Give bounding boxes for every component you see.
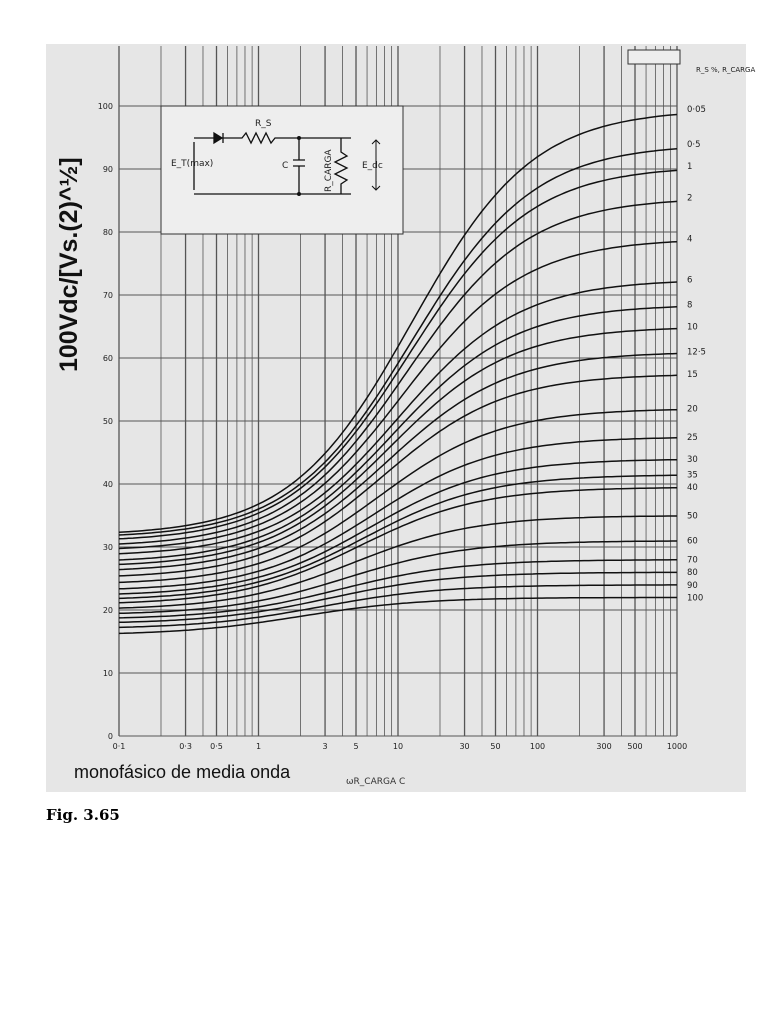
legend-header-box <box>628 50 680 64</box>
series-label: 12·5 <box>687 347 706 358</box>
chart-subtitle: monofásico de media onda <box>74 762 291 782</box>
chart <box>46 44 756 792</box>
x-axis-label: ωR_CARGA C <box>346 777 406 787</box>
circuit-inset <box>161 106 403 234</box>
series-label: 35 <box>687 470 698 481</box>
load-label: R_CARGA <box>324 149 334 192</box>
y-axis-label: 100Vdc/[Vs.(2)^½] <box>55 157 83 372</box>
x-tick-label: 3 <box>322 742 328 751</box>
series-label: 0·05 <box>687 105 706 116</box>
series-label: 100 <box>687 593 704 604</box>
figure-panel <box>46 44 756 792</box>
y-tick-label: 40 <box>102 480 113 489</box>
series-label: 6 <box>687 275 693 286</box>
x-tick-label: 300 <box>596 742 612 751</box>
edc-label: E_dc <box>362 161 383 171</box>
series-label: 4 <box>687 234 693 245</box>
series-label: 60 <box>687 536 698 547</box>
x-tick-label: 100 <box>529 742 546 751</box>
x-tick-label: 30 <box>459 742 470 751</box>
series-label: 1 <box>687 161 693 172</box>
series-labels <box>687 105 706 603</box>
y-tick-label: 60 <box>102 354 113 363</box>
series-label: 50 <box>687 511 698 522</box>
series-label: 25 <box>687 432 698 443</box>
x-tick-label: 1000 <box>666 742 688 751</box>
y-tick-label: 70 <box>102 291 113 300</box>
x-tick-labels <box>113 742 688 751</box>
y-tick-label: 10 <box>102 669 113 678</box>
y-tick-label: 0 <box>107 732 113 741</box>
series-label: 20 <box>687 404 698 415</box>
y-tick-label: 50 <box>102 417 113 426</box>
legend-title: R_S %, R_CARGA <box>696 66 756 74</box>
x-tick-label: 50 <box>490 742 501 751</box>
x-tick-label: 10 <box>392 742 404 751</box>
series-label: 90 <box>687 580 698 591</box>
x-tick-label: 0·5 <box>210 742 223 751</box>
x-tick-label: 500 <box>627 742 643 751</box>
x-tick-label: 0·1 <box>112 742 126 751</box>
series-label: 80 <box>687 568 698 579</box>
series-label: 70 <box>687 555 698 566</box>
series-label: 40 <box>687 483 698 494</box>
y-tick-label: 80 <box>102 228 113 237</box>
rs-label: R_S <box>255 119 272 129</box>
series-label: 0·5 <box>687 139 701 150</box>
junction-dot <box>297 136 301 140</box>
cap-label: C <box>282 161 289 171</box>
etmax-label: E_T(max) <box>171 159 214 169</box>
junction-dot <box>297 192 301 196</box>
series-label: 10 <box>687 322 698 333</box>
series-label: 8 <box>687 300 693 311</box>
y-tick-label: 100 <box>97 102 113 111</box>
y-tick-label: 30 <box>102 543 113 552</box>
series-label: 30 <box>687 454 698 465</box>
x-tick-label: 5 <box>353 742 359 751</box>
figure-caption: Fig. 3.65 <box>46 806 120 824</box>
series-label: 2 <box>687 193 693 204</box>
y-tick-label: 20 <box>102 606 113 615</box>
series-label: 15 <box>687 369 698 380</box>
x-tick-label: 0·3 <box>179 742 192 751</box>
y-tick-labels <box>98 102 113 741</box>
y-tick-label: 90 <box>102 165 113 174</box>
x-tick-label: 1 <box>255 742 262 751</box>
